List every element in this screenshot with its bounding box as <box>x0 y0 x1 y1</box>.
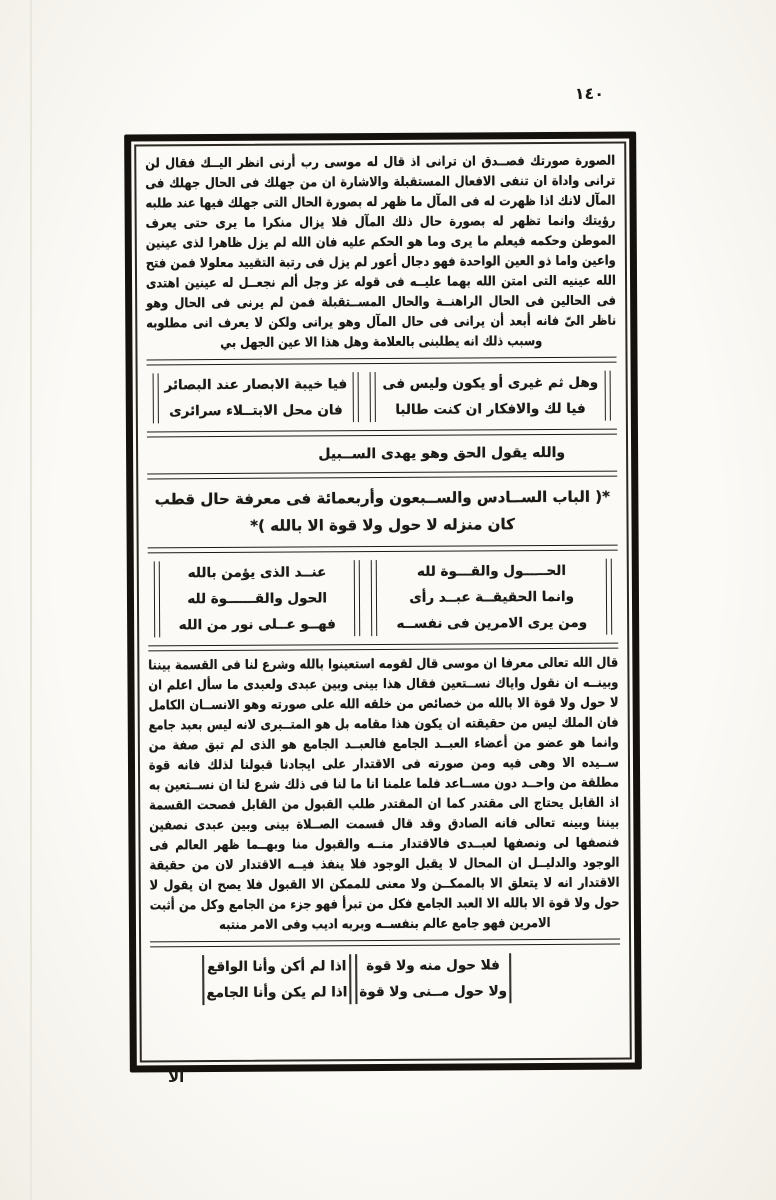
hemistich: فلا حول منه ولا قوة <box>366 957 500 975</box>
verse-column-rule <box>605 371 611 421</box>
hemistich: فيا لك والافكار ان كنت طالبا <box>395 400 586 418</box>
verse-column-rule <box>370 372 376 422</box>
section-divider <box>147 429 617 438</box>
verse-column-second <box>162 559 353 638</box>
verse-column-second <box>206 953 347 1006</box>
verse-column-rule <box>606 559 612 635</box>
hemistich: ولا حول مــنى ولا قوة <box>359 983 508 1001</box>
verse-column-first <box>378 370 603 423</box>
chapter-heading-line-1: *( الباب الســادس والســبعون وأربعمائة فى معرفة حال قطب <box>154 487 611 509</box>
verse-column-rule <box>202 955 204 1005</box>
verse-column-rule <box>354 560 360 636</box>
verse-column-rule <box>509 953 511 1003</box>
hemistich: اذا لم يكن وأنا الجامع <box>206 984 348 1002</box>
verse-column-rule <box>153 373 159 423</box>
verse-column-gap <box>361 371 368 423</box>
hemistich: ومن يرى الامرين فى نفســه <box>396 614 588 632</box>
hemistich: عنــد الذى يؤمن بالله <box>187 564 327 582</box>
verse-block-3 <box>206 950 517 1008</box>
verse-column-rule <box>154 561 160 637</box>
section-divider <box>150 939 620 948</box>
text-frame <box>124 131 642 1072</box>
verse-column-rule <box>353 372 359 422</box>
page-number: ١٤٠ <box>574 84 604 103</box>
verse-block-1 <box>147 368 617 427</box>
hemistich: فان محل الابتــلاء سرائرى <box>169 402 343 420</box>
closing-line: والله يقول الحق وهو يهدى الســبيل <box>318 444 566 463</box>
scan-edge-shadow <box>30 0 32 1200</box>
verse-block-3-wrap <box>206 950 517 1008</box>
chapter-heading <box>147 482 617 543</box>
section-divider <box>147 357 617 366</box>
prose-block-1: الصورة صورتك فصــدق ان ترانى اذ قال له موسى رب أرنى انظر اليــك فقال لن ترانى واداة ان تنفى الافعال المستقبلة والاشارة ان من جهلك فى الحال جهلك فى المآل لانك اذا ظهرت له فى المآل ما ظهر له بصورة الحال التى جهلك فيها عند طلبه رؤيتك وانما تظهر له بصورة حال ذلك المآل فلا يزال منكرا ما يرى حتى يعرف الموطن وحكمه فيعلم ما يرى وما هو الحكم عليه فان الله لم يزل ظاهرا لذى عينين واعين واما ذو العين الواحدة فهو دجال أعور لم يزل فى رتبة التقييد معلولا فمن فتح الله عينيه التى امتن الله بهما عليــه فى قوله عز وجل ألم نجعــل له عينين اهتدى فى الحالين فى الحال الراهنــة والحال المســتقبلة فمن لم يرنى فى الحال وهو ناظر الىّ فانه أبعد أن يرانى فى حال المآل وهو يرانى ولكن لا يعرف انى مطلوبه وسبب ذلك انه يطلبنى بالعلامة وهل هذا الا عين الجهل بي <box>145 153 617 351</box>
hemistich: الحول والقــــــوة لله <box>187 590 328 608</box>
verse-column-gap <box>362 559 369 637</box>
verse-block-2 <box>148 556 618 641</box>
hemistich: الحـــــول والقـــوة لله <box>416 562 567 580</box>
hemistich: فيا خيبة الابصار عند البصائر <box>164 376 348 394</box>
catchword: الا <box>168 1068 185 1086</box>
section-divider <box>147 471 617 480</box>
verse-column-first <box>359 952 507 1005</box>
hemistich: وهل ثم غيرى أو يكون وليس فى <box>382 374 599 392</box>
prose-block-2: قال الله تعالى معرفا ان موسى قال لقومه استعينوا بالله وشرع لنا فى القسمة بيننا وبينــه ان نقول واياك نســتعين فقال هذا بينى وبين عبدى ولعبدى ما سأل اعلم ان لا حول ولا قوة الا بالله من خصائص من خلقه الله على صورته وهو الانســان الكامل فان الملك ليس من حقيقته ان يكون هذا مقامه بل هو المتــبرى لانه ليس بعبد جامع وانما هو عضو من أعضاء العبــد الجامع فالعبــد الجامع هو الذى لم تبق صفة من ســيده الا وهى فيه ومن صورته فى الاقتدار على ايجادنا قبولنا لذلك فانه قوة مطلقة من واحــد دون مســاعد فلما علمنا انا ما لنا فى ذلك شرع لنا ان نســتعين به اذ القابل يحتاج الى مقتدر كما ان المقتدر طلب القبول من القابل فصحت القسمة بيننا وبينه تعالى فانه الصادق وقد قال قسمت الصــلاة بينى وبين عبدى نصفين فنصفها لى ونصفها لعبــدى فالاقتدار منــه والقبول منا وبهــما ظهر العالم فى الوجود والدليــل ان المحال لا يقبل الوجود فلا ينفذ فيــه الاقتدار لان من حقيقة الاقتدار انه لا يتعلق الا بالممكــن ولا معنى للممكن الا القبول فلا يصح ان يقول لا حول ولا قوة الا بالله الا العبد الجامع فكل من تبرأ فهو جزء من الجامع وكل من أثبت الامرين فهو جامع عالم بنفســه وبربه اديب وفى الامر منتبه <box>148 655 620 934</box>
chapter-heading-line-2: كان منزله لا حول ولا قوة الا بالله )* <box>250 515 515 535</box>
verse-column-rule <box>349 954 351 1004</box>
verse-column-first <box>379 558 604 637</box>
hemistich: فهــو عــلى نور من الله <box>178 616 336 634</box>
hemistich: وانما الحقيقــة عبــد رأى <box>409 588 575 606</box>
verse-column-second <box>161 371 352 424</box>
verse-column-rule <box>371 560 377 636</box>
text-frame-inner <box>134 142 632 1063</box>
verse-column-rule <box>355 954 357 1004</box>
section-divider <box>148 545 618 554</box>
hemistich: اذا لم أكن وأنا الواقع <box>207 958 347 976</box>
section-divider <box>148 643 618 652</box>
